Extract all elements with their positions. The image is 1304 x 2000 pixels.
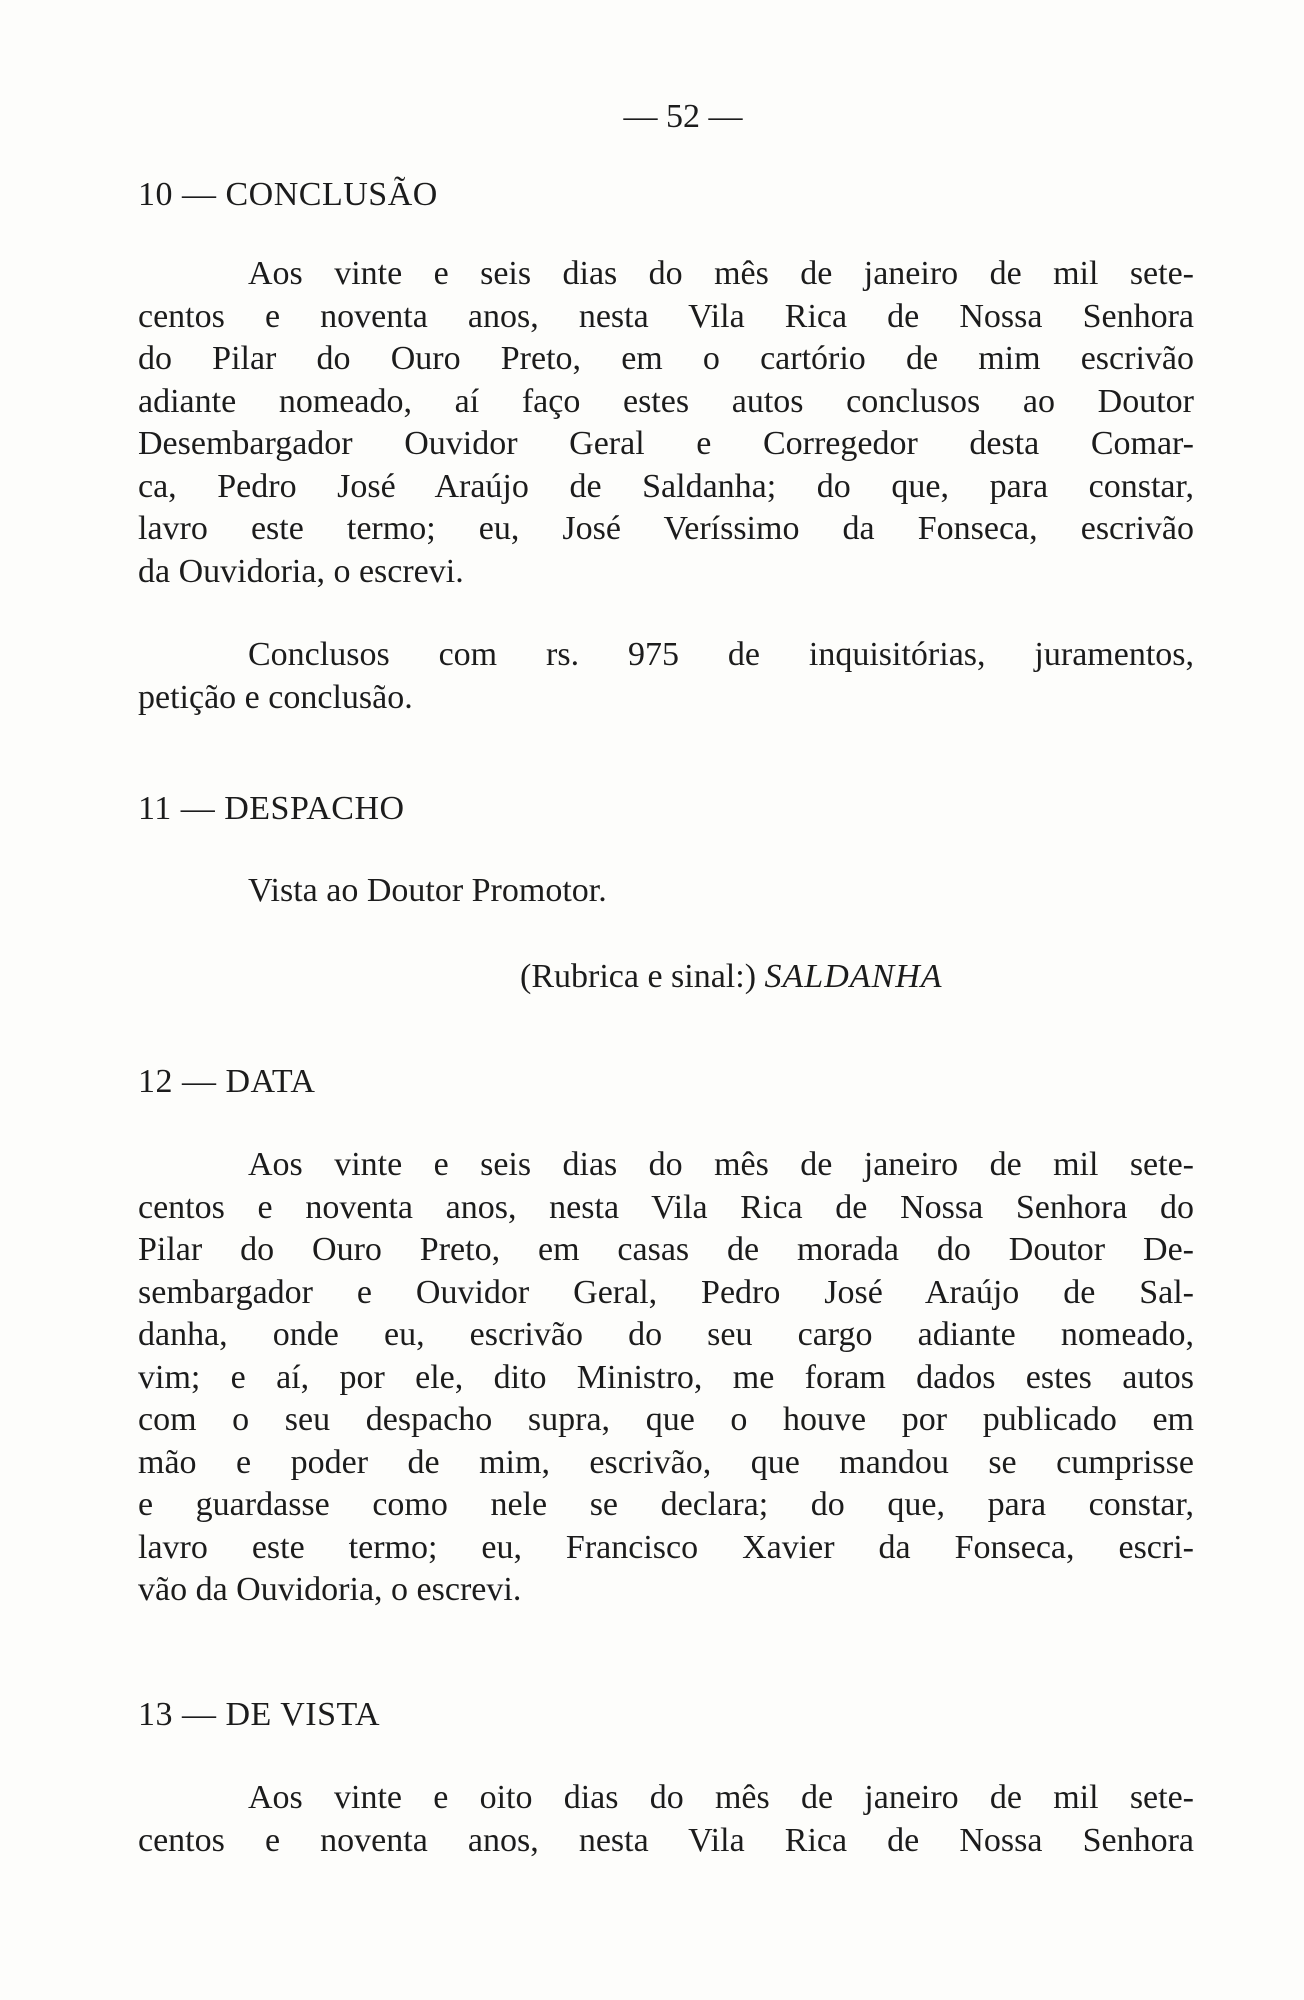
text-line: vão da Ouvidoria, o escrevi. — [138, 1571, 522, 1608]
text-line: centos e noventa anos, nesta Vila Rica de Nossa Senhora do — [138, 1188, 1194, 1226]
paragraph-conclusao-2 — [138, 634, 1194, 719]
text-line: vim; e aí, por ele, dito Ministro, me foram dados estes autos — [138, 1358, 1194, 1396]
section-heading-despacho: 11 — DESPACHO — [138, 790, 405, 827]
text-line: lavro este termo; eu, José Veríssimo da Fonseca, escrivão — [138, 510, 1194, 547]
signature-prefix: (Rubrica e sinal:) — [520, 958, 757, 995]
paragraph-despacho — [138, 870, 1194, 913]
text-line: Desembargador Ouvidor Geral e Corregedor desta Comar- — [138, 425, 1194, 462]
text-line: Aos vinte e oito dias do mês de janeiro de mil sete- — [248, 1779, 1194, 1816]
page-number: — 52 — — [623, 98, 743, 135]
text-line: Aos vinte e seis dias do mês de janeiro de mil sete- — [248, 1146, 1194, 1183]
text-line: mão e poder de mim, escrivão, que mandou se cumprisse — [138, 1443, 1194, 1481]
text-line: centos e noventa anos, nesta Vila Rica de Nossa Senhora — [138, 297, 1194, 335]
text-line: sembargador e Ouvidor Geral, Pedro José Araújo de Sal- — [138, 1273, 1194, 1311]
paragraph-data — [138, 1144, 1194, 1612]
text-line: lavro este termo; eu, Francisco Xavier da Fonseca, escri- — [138, 1528, 1194, 1566]
text-line: ca, Pedro José Araújo de Saldanha; do que, para constar, — [138, 467, 1194, 505]
text-line: do Pilar do Ouro Preto, em o cartório de mim escrivão — [138, 340, 1194, 377]
section-heading-de-vista: 13 — DE VISTA — [138, 1696, 381, 1733]
text-line: Vista ao Doutor Promotor. — [248, 872, 607, 909]
section-heading-conclusao: 10 — CONCLUSÃO — [138, 176, 438, 213]
text-line: petição e conclusão. — [138, 678, 413, 716]
text-line: da Ouvidoria, o escrevi. — [138, 552, 464, 590]
text-line: e guardasse como nele se declara; do que, para constar, — [138, 1486, 1194, 1523]
section-heading-data: 12 — DATA — [138, 1063, 316, 1100]
text-line: Aos vinte e seis dias do mês de janeiro de mil sete- — [248, 255, 1194, 292]
paragraph-de-vista — [138, 1777, 1194, 1862]
text-line: adiante nomeado, aí faço estes autos conclusos ao Doutor — [138, 382, 1194, 420]
text-line: Pilar do Ouro Preto, em casas de morada do Doutor De- — [138, 1231, 1194, 1268]
text-line: centos e noventa anos, nesta Vila Rica de Nossa Senhora — [138, 1821, 1194, 1859]
text-line: danha, onde eu, escrivão do seu cargo adiante nomeado, — [138, 1316, 1194, 1353]
text-line: com o seu despacho supra, que o houve por publicado em — [138, 1401, 1194, 1438]
signature-name: SALDANHA — [764, 958, 943, 995]
text-line: Conclusos com rs. 975 de inquisitórias, juramentos, — [248, 636, 1194, 673]
signature-line — [520, 958, 943, 996]
paragraph-conclusao-1 — [138, 253, 1194, 593]
